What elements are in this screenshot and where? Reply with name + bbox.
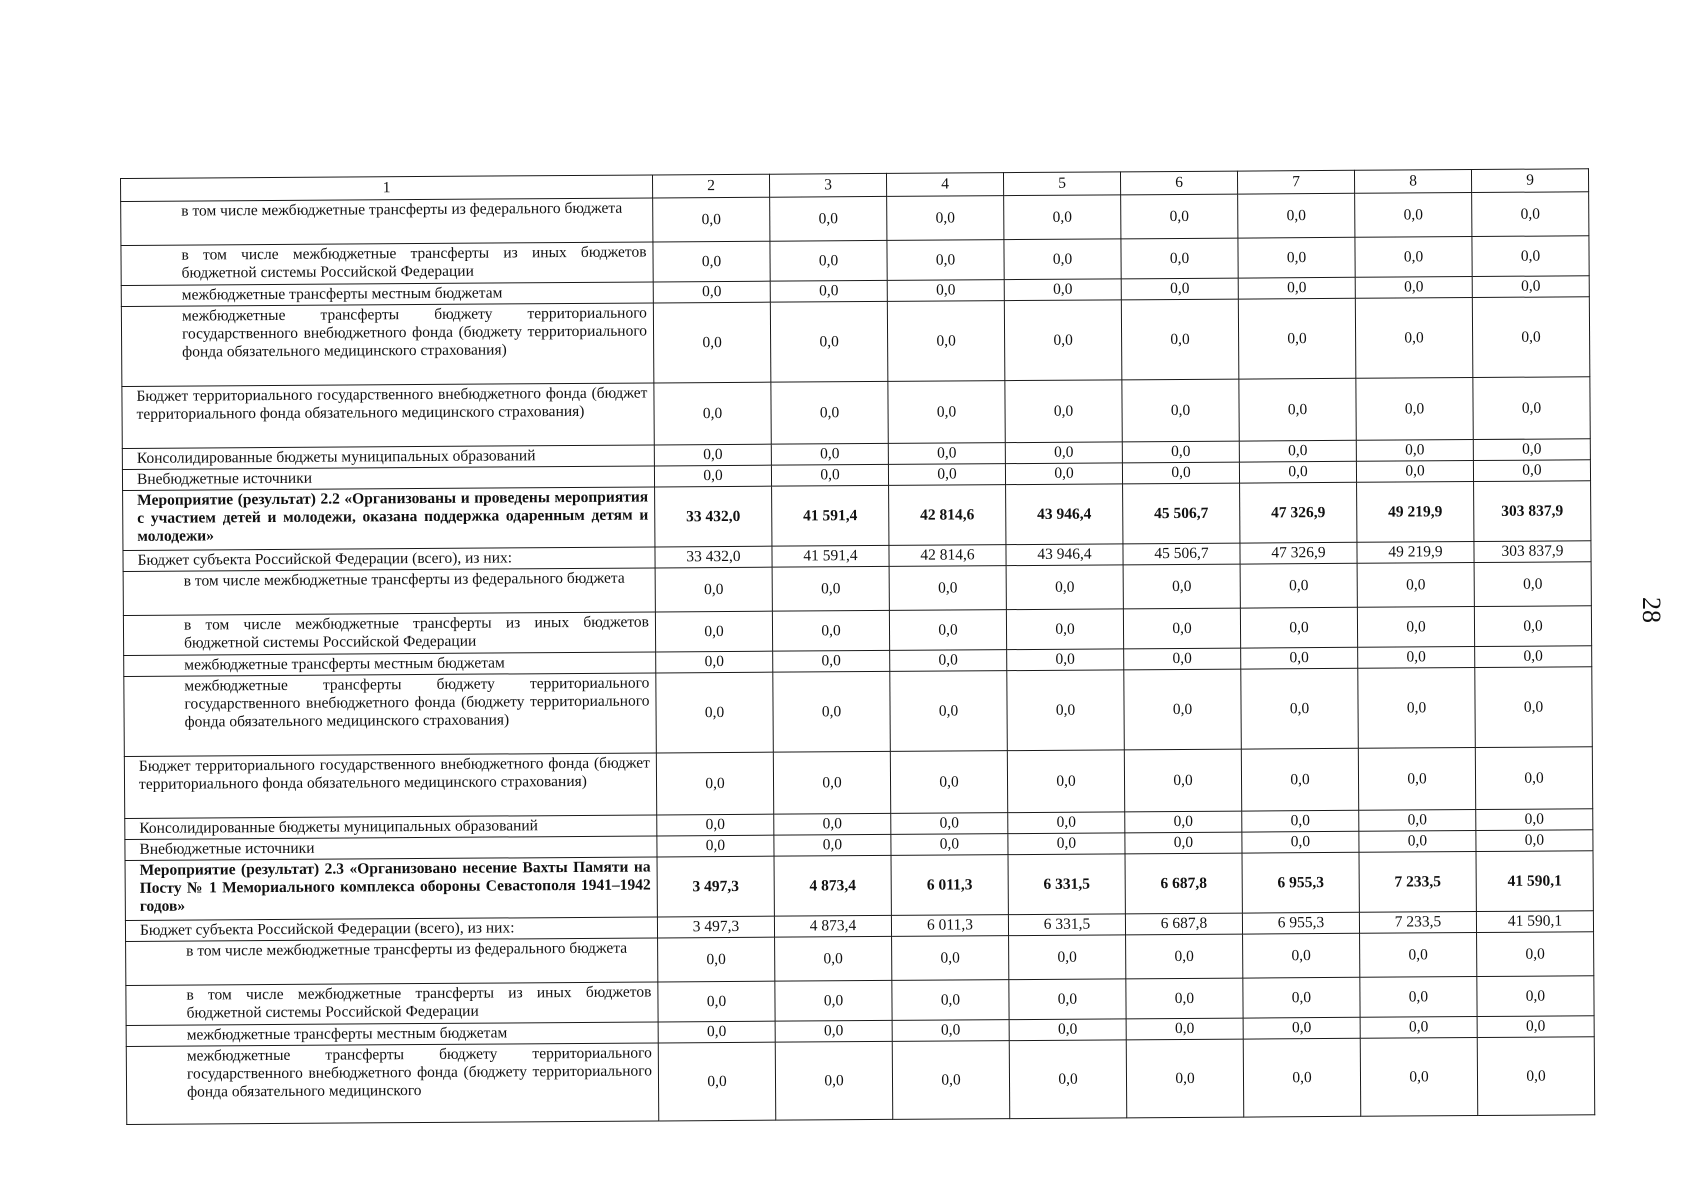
value-cell: 0,0 xyxy=(892,936,1009,981)
value-cell: 0,0 xyxy=(1004,300,1122,381)
value-cell: 0,0 xyxy=(1242,810,1359,832)
value-cell: 0,0 xyxy=(1360,977,1477,1018)
value-cell: 6 011,3 xyxy=(891,915,1008,937)
value-cell: 0,0 xyxy=(1239,461,1356,483)
value-cell: 0,0 xyxy=(1004,195,1121,240)
budget-table xyxy=(120,168,1595,1125)
row-label: межбюджетные трансферты бюджету территориального государственного внебюджетного фонда (бюджету территориального фонда обязательного медицинского страхования) xyxy=(121,303,654,387)
value-cell: 0,0 xyxy=(1005,380,1122,443)
value-cell: 0,0 xyxy=(1472,297,1590,378)
value-cell: 0,0 xyxy=(1477,976,1594,1017)
value-cell: 0,0 xyxy=(1009,1019,1126,1041)
value-cell: 0,0 xyxy=(1123,608,1240,649)
header-cell: 2 xyxy=(652,174,769,198)
value-cell: 0,0 xyxy=(775,980,892,1021)
value-cell: 3 497,3 xyxy=(657,916,774,938)
row-label: Мероприятие (результат) 2.2 «Организованы и проведены мероприятия с участием детей и молодежи, оказана поддержка одаренным детям и молодежи» xyxy=(123,487,655,551)
value-cell: 0,0 xyxy=(1006,609,1123,650)
value-cell: 0,0 xyxy=(1355,237,1472,278)
value-cell: 0,0 xyxy=(773,671,891,752)
value-cell: 0,0 xyxy=(771,381,888,444)
value-cell: 0,0 xyxy=(1359,810,1476,832)
value-cell: 0,0 xyxy=(1356,440,1473,462)
value-cell: 0,0 xyxy=(772,610,889,651)
value-cell: 0,0 xyxy=(889,610,1006,651)
value-cell: 42 814,6 xyxy=(889,485,1006,546)
value-cell: 0,0 xyxy=(1122,462,1239,484)
value-cell: 0,0 xyxy=(1124,648,1241,670)
value-cell: 0,0 xyxy=(890,751,1007,814)
value-cell: 0,0 xyxy=(771,443,888,465)
value-cell: 0,0 xyxy=(657,814,774,836)
value-cell: 0,0 xyxy=(1477,1037,1595,1116)
value-cell: 0,0 xyxy=(1473,460,1590,482)
value-cell: 0,0 xyxy=(656,752,773,815)
value-cell: 0,0 xyxy=(1239,440,1356,462)
value-cell: 0,0 xyxy=(1243,933,1360,978)
value-cell: 0,0 xyxy=(1359,831,1476,853)
value-cell: 0,0 xyxy=(1475,646,1592,668)
value-cell: 0,0 xyxy=(891,834,1008,856)
value-cell: 0,0 xyxy=(655,611,772,652)
value-cell: 0,0 xyxy=(653,281,770,303)
row-label: Бюджет территориального государственного внебюджетного фонда (бюджет территориального фонда обязательного медицинского страхования) xyxy=(122,383,654,449)
value-cell: 0,0 xyxy=(887,240,1004,281)
value-cell: 0,0 xyxy=(888,443,1005,465)
value-cell: 0,0 xyxy=(1121,238,1238,279)
value-cell: 0,0 xyxy=(1472,236,1589,277)
value-cell: 0,0 xyxy=(775,1041,893,1120)
value-cell: 0,0 xyxy=(1121,278,1238,300)
value-cell: 45 506,7 xyxy=(1123,483,1240,544)
value-cell: 0,0 xyxy=(888,464,1005,486)
value-cell: 0,0 xyxy=(1009,1040,1127,1119)
row-label: в том числе межбюджетные трансферты из иных бюджетов бюджетной системы Российской Федерации xyxy=(121,242,653,286)
value-cell: 0,0 xyxy=(653,302,771,383)
value-cell: 0,0 xyxy=(1122,379,1239,442)
value-cell: 49 219,9 xyxy=(1357,482,1474,543)
value-cell: 0,0 xyxy=(892,1041,1010,1120)
row-label: Внебюджетные источники xyxy=(122,466,654,491)
value-cell: 0,0 xyxy=(770,240,887,281)
value-cell: 0,0 xyxy=(1124,669,1242,750)
value-cell: 4 873,4 xyxy=(774,915,891,937)
value-cell: 0,0 xyxy=(1005,442,1122,464)
value-cell: 0,0 xyxy=(1126,934,1243,979)
value-cell: 0,0 xyxy=(1005,463,1122,485)
value-cell: 47 326,9 xyxy=(1240,482,1357,543)
value-cell: 0,0 xyxy=(1238,237,1355,278)
value-cell: 0,0 xyxy=(892,980,1009,1021)
value-cell: 0,0 xyxy=(775,936,892,981)
table-row xyxy=(124,747,1592,819)
row-label: межбюджетные трансферты местным бюджетам xyxy=(126,1022,658,1047)
row-label: Консолидированные бюджеты муниципальных образований xyxy=(122,445,654,470)
value-cell: 41 590,1 xyxy=(1476,911,1593,933)
value-cell: 43 946,4 xyxy=(1006,544,1123,566)
value-cell: 33 432,0 xyxy=(655,486,772,547)
value-cell: 0,0 xyxy=(1121,194,1238,239)
value-cell: 0,0 xyxy=(1473,439,1590,461)
value-cell: 0,0 xyxy=(1006,565,1123,610)
value-cell: 0,0 xyxy=(887,280,1004,302)
value-cell: 6 687,8 xyxy=(1125,913,1242,935)
header-cell: 1 xyxy=(121,175,653,202)
value-cell: 0,0 xyxy=(771,464,888,486)
value-cell: 7 233,5 xyxy=(1359,852,1476,913)
value-cell: 0,0 xyxy=(1008,812,1125,834)
table-row xyxy=(122,377,1590,449)
value-cell: 0,0 xyxy=(1125,811,1242,833)
value-cell: 0,0 xyxy=(1358,748,1475,811)
value-cell: 47 326,9 xyxy=(1240,542,1357,564)
value-cell: 0,0 xyxy=(1357,563,1474,608)
row-label: Консолидированные бюджеты муниципальных образований xyxy=(125,815,657,840)
value-cell: 0,0 xyxy=(1355,277,1472,299)
value-cell: 0,0 xyxy=(891,813,1008,835)
value-cell: 0,0 xyxy=(1126,1039,1244,1118)
row-label: межбюджетные трансферты местным бюджетам xyxy=(124,652,656,677)
value-cell: 49 219,9 xyxy=(1357,542,1474,564)
value-cell: 0,0 xyxy=(1009,935,1126,980)
value-cell: 0,0 xyxy=(889,566,1006,611)
value-cell: 0,0 xyxy=(1121,299,1239,380)
value-cell: 0,0 xyxy=(1241,647,1358,669)
value-cell: 0,0 xyxy=(1243,977,1360,1018)
value-cell: 0,0 xyxy=(890,650,1007,672)
value-cell: 0,0 xyxy=(1355,193,1472,238)
value-cell: 0,0 xyxy=(1007,649,1124,671)
value-cell: 0,0 xyxy=(655,567,772,612)
value-cell: 0,0 xyxy=(1124,749,1241,812)
value-cell: 0,0 xyxy=(658,981,775,1022)
header-cell: 9 xyxy=(1471,169,1588,193)
value-cell: 3 497,3 xyxy=(657,856,774,917)
page-number: 28 xyxy=(1637,597,1666,623)
value-cell: 0,0 xyxy=(888,381,1005,444)
value-cell: 0,0 xyxy=(1240,607,1357,648)
value-cell: 0,0 xyxy=(1475,667,1593,748)
header-cell: 5 xyxy=(1003,172,1120,196)
value-cell: 0,0 xyxy=(1240,563,1357,608)
value-cell: 0,0 xyxy=(770,301,888,382)
value-cell: 0,0 xyxy=(1360,1017,1477,1039)
value-cell: 0,0 xyxy=(654,444,771,466)
value-cell: 0,0 xyxy=(1004,239,1121,280)
value-cell: 0,0 xyxy=(1477,932,1594,977)
table-body xyxy=(121,169,1595,1125)
value-cell: 0,0 xyxy=(887,301,1005,382)
value-cell: 0,0 xyxy=(658,1021,775,1043)
value-cell: 0,0 xyxy=(657,835,774,857)
value-cell: 0,0 xyxy=(1238,277,1355,299)
value-cell: 0,0 xyxy=(1243,1038,1361,1117)
value-cell: 0,0 xyxy=(1007,670,1125,751)
value-cell: 0,0 xyxy=(770,280,887,302)
value-cell: 303 837,9 xyxy=(1474,481,1591,542)
row-label: Мероприятие (результат) 2.3 «Организовано несение Вахты Памяти на Посту № 1 Мемориального комплекса обороны Севастополя 1941–1942 годов» xyxy=(125,857,657,921)
value-cell: 0,0 xyxy=(1357,607,1474,648)
header-cell: 3 xyxy=(769,173,886,197)
value-cell: 0,0 xyxy=(1004,279,1121,301)
value-cell: 0,0 xyxy=(772,566,889,611)
value-cell: 0,0 xyxy=(1239,378,1356,441)
value-cell: 0,0 xyxy=(1477,1016,1594,1038)
row-label: межбюджетные трансферты местным бюджетам xyxy=(121,282,653,307)
value-cell: 0,0 xyxy=(1474,606,1591,647)
value-cell: 0,0 xyxy=(658,1042,776,1121)
value-cell: 0,0 xyxy=(653,197,770,242)
value-cell: 41 591,4 xyxy=(772,545,889,567)
value-cell: 0,0 xyxy=(1358,647,1475,669)
value-cell: 6 331,5 xyxy=(1008,914,1125,936)
value-cell: 0,0 xyxy=(656,651,773,673)
value-cell: 0,0 xyxy=(1475,747,1592,810)
value-cell: 0,0 xyxy=(775,1020,892,1042)
value-cell: 0,0 xyxy=(1358,668,1476,749)
value-cell: 0,0 xyxy=(887,196,1004,241)
row-label: в том числе межбюджетные трансферты из иных бюджетов бюджетной системы Российской Федерации xyxy=(123,612,655,656)
table-row xyxy=(121,297,1589,387)
value-cell: 0,0 xyxy=(774,813,891,835)
value-cell: 0,0 xyxy=(1238,298,1356,379)
value-cell: 0,0 xyxy=(1473,377,1590,440)
value-cell: 0,0 xyxy=(890,671,1008,752)
row-label: в том числе межбюджетные трансферты из федерального бюджета xyxy=(123,568,655,616)
value-cell: 41 590,1 xyxy=(1476,851,1593,912)
header-cell: 8 xyxy=(1354,170,1471,194)
value-cell: 0,0 xyxy=(773,751,890,814)
value-cell: 6 011,3 xyxy=(891,855,1008,916)
row-label: межбюджетные трансферты бюджету территориального государственного внебюджетного фонда (бюджету территориального фонда обязательного медицинского xyxy=(126,1043,659,1125)
value-cell: 6 687,8 xyxy=(1125,853,1242,914)
value-cell: 0,0 xyxy=(1472,192,1589,237)
value-cell: 0,0 xyxy=(654,382,771,445)
value-cell: 0,0 xyxy=(1356,461,1473,483)
table-row xyxy=(125,851,1593,921)
value-cell: 0,0 xyxy=(1476,830,1593,852)
value-cell: 43 946,4 xyxy=(1006,484,1123,545)
value-cell: 0,0 xyxy=(1356,378,1473,441)
table-row xyxy=(124,667,1592,757)
row-label: межбюджетные трансферты бюджету территориального государственного внебюджетного фонда (бюджету территориального фонда обязательного медицинского страхования) xyxy=(124,673,657,757)
value-cell: 0,0 xyxy=(1008,833,1125,855)
value-cell: 0,0 xyxy=(1007,750,1124,813)
value-cell: 42 814,6 xyxy=(889,545,1006,567)
value-cell: 0,0 xyxy=(1241,668,1359,749)
value-cell: 303 837,9 xyxy=(1474,541,1591,563)
value-cell: 7 233,5 xyxy=(1359,912,1476,934)
value-cell: 0,0 xyxy=(1476,809,1593,831)
value-cell: 0,0 xyxy=(1355,298,1473,379)
value-cell: 6 955,3 xyxy=(1242,912,1359,934)
value-cell: 4 873,4 xyxy=(774,855,891,916)
value-cell: 0,0 xyxy=(1243,1017,1360,1039)
value-cell: 0,0 xyxy=(1472,276,1589,298)
header-cell: 7 xyxy=(1237,170,1354,194)
value-cell: 0,0 xyxy=(654,465,771,487)
value-cell: 0,0 xyxy=(656,672,774,753)
value-cell: 6 955,3 xyxy=(1242,852,1359,913)
value-cell: 0,0 xyxy=(1125,832,1242,854)
row-label: Бюджет субъекта Российской Федерации (всего), из них: xyxy=(123,547,655,572)
header-cell: 6 xyxy=(1120,171,1237,195)
value-cell: 0,0 xyxy=(1126,1018,1243,1040)
value-cell: 0,0 xyxy=(1242,831,1359,853)
value-cell: 41 591,4 xyxy=(772,485,889,546)
table-row xyxy=(123,481,1591,551)
header-cell: 4 xyxy=(886,173,1003,197)
value-cell: 0,0 xyxy=(1238,193,1355,238)
row-label: Внебюджетные источники xyxy=(125,836,657,861)
row-label: в том числе межбюджетные трансферты из федерального бюджета xyxy=(126,938,658,986)
value-cell: 0,0 xyxy=(1123,564,1240,609)
value-cell: 0,0 xyxy=(658,937,775,982)
value-cell: 33 432,0 xyxy=(655,546,772,568)
value-cell: 6 331,5 xyxy=(1008,854,1125,915)
value-cell: 0,0 xyxy=(1360,933,1477,978)
value-cell: 0,0 xyxy=(773,650,890,672)
row-label: Бюджет субъекта Российской Федерации (всего), из них: xyxy=(125,917,657,942)
value-cell: 0,0 xyxy=(892,1020,1009,1042)
value-cell: 0,0 xyxy=(770,196,887,241)
value-cell: 0,0 xyxy=(1474,562,1591,607)
value-cell: 0,0 xyxy=(1126,978,1243,1019)
value-cell: 0,0 xyxy=(1360,1038,1478,1117)
value-cell: 0,0 xyxy=(653,241,770,282)
value-cell: 0,0 xyxy=(1122,441,1239,463)
value-cell: 45 506,7 xyxy=(1123,543,1240,565)
table-row xyxy=(126,1037,1594,1125)
value-cell: 0,0 xyxy=(1009,979,1126,1020)
row-label: в том числе межбюджетные трансферты из федерального бюджета xyxy=(121,198,653,246)
value-cell: 0,0 xyxy=(1241,748,1358,811)
row-label: Бюджет территориального государственного внебюджетного фонда (бюджет территориального фонда обязательного медицинского страхования) xyxy=(124,753,656,819)
row-label: в том числе межбюджетные трансферты из иных бюджетов бюджетной системы Российской Федерации xyxy=(126,982,658,1026)
value-cell: 0,0 xyxy=(774,834,891,856)
